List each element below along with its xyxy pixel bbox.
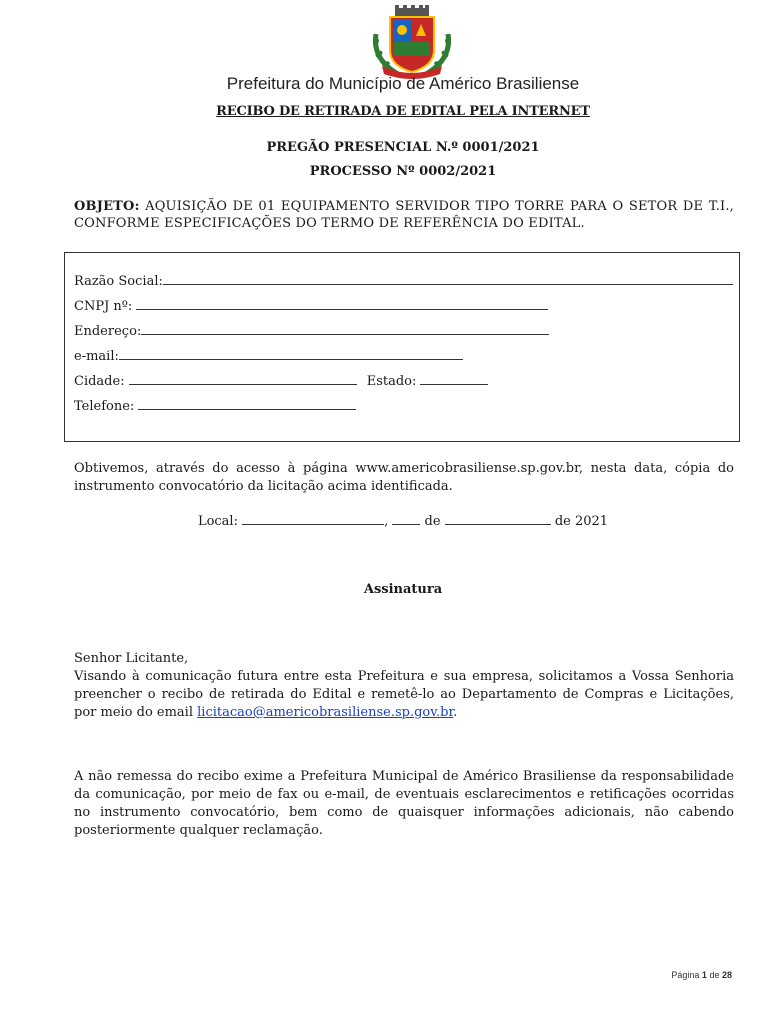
endereco-label: Endereço: (74, 324, 142, 339)
coat-of-arms-icon (368, 4, 456, 80)
estado-field[interactable] (420, 372, 488, 385)
instructions-paragraph (74, 650, 734, 722)
page-de: de (709, 970, 720, 980)
cnpj-label: CNPJ nº: (74, 299, 133, 314)
cnpj-row (74, 297, 548, 315)
de-label-1: de (424, 514, 441, 529)
month-field[interactable] (445, 512, 551, 525)
document-title: RECIBO DE RETIRADA DE EDITAL PELA INTERNET (216, 104, 590, 119)
razao-social-label: Razão Social: (74, 274, 163, 289)
endereco-field[interactable] (141, 322, 549, 335)
objeto-paragraph (74, 198, 734, 232)
local-field[interactable] (242, 512, 384, 525)
local-date-line (0, 512, 770, 529)
processo-number: PROCESSO Nº 0002/2021 (309, 164, 497, 179)
signature-label: Assinatura (363, 582, 443, 597)
page-footer (671, 970, 732, 980)
email-row (74, 347, 463, 365)
razao-social-field[interactable] (163, 272, 733, 285)
cidade-estado-row (74, 372, 488, 390)
year-label: de 2021 (554, 514, 609, 529)
telefone-label: Telefone: (74, 399, 135, 414)
greeting: Senhor Licitante, (74, 651, 189, 666)
disclaimer-paragraph: A não remessa do recibo exime a Prefeitura Municipal de Américo Brasiliense da responsabilidade da comunicação, por meio de fax ou e-mail, de eventuais esclarecimentos e retificações ocorridas no instrumento convocatório, bem como de quaisquer informações adicionais, não cabendo posteriormente qualquer reclamação. (74, 769, 734, 838)
day-field[interactable] (392, 512, 420, 525)
local-label: Local: (197, 514, 238, 529)
telefone-row (74, 397, 356, 415)
comma-sep: , (384, 514, 389, 529)
telefone-field[interactable] (138, 397, 356, 410)
objeto-text: AQUISIÇÃO DE 01 EQUIPAMENTO SERVIDOR TIPO TORRE PARA O SETOR DE T.I., CONFORME ESPECIFICAÇÕES DO TERMO DE REFERÊNCIA DO EDITAL. (74, 199, 734, 231)
email-link[interactable]: licitacao@americobrasiliense.sp.gov.br (197, 705, 454, 720)
cidade-label: Cidade: (74, 374, 125, 389)
cidade-field[interactable] (129, 372, 357, 385)
email-label: e-mail: (74, 349, 119, 364)
municipality-name: Prefeitura do Município de Américo Brasiliense (226, 74, 580, 93)
email-field[interactable] (119, 347, 463, 360)
endereco-row (74, 322, 549, 340)
cnpj-field[interactable] (136, 297, 548, 310)
page-total: 28 (721, 970, 732, 980)
objeto-label: OBJETO: (74, 199, 140, 214)
instructions-text: Visando à comunicação futura entre esta Prefeitura e sua empresa, solicitamos a Vossa Senhoria preencher o recibo de retirada do Edital e remetê-lo ao Departamento de Compras e Licitações, por meio do email (74, 669, 734, 720)
page-number: 1 (701, 970, 707, 980)
pregao-number: PREGÃO PRESENCIAL N.º 0001/2021 (266, 140, 540, 155)
page-label: Página (671, 970, 700, 980)
razao-social-row (74, 272, 733, 290)
confirmation-paragraph: Obtivemos, através do acesso à página www.americobrasiliense.sp.gov.br, nesta data, cópia do instrumento convocatório da licitação acima identificada. (74, 461, 734, 494)
instructions-end: . (453, 705, 458, 720)
estado-label: Estado: (366, 374, 417, 389)
